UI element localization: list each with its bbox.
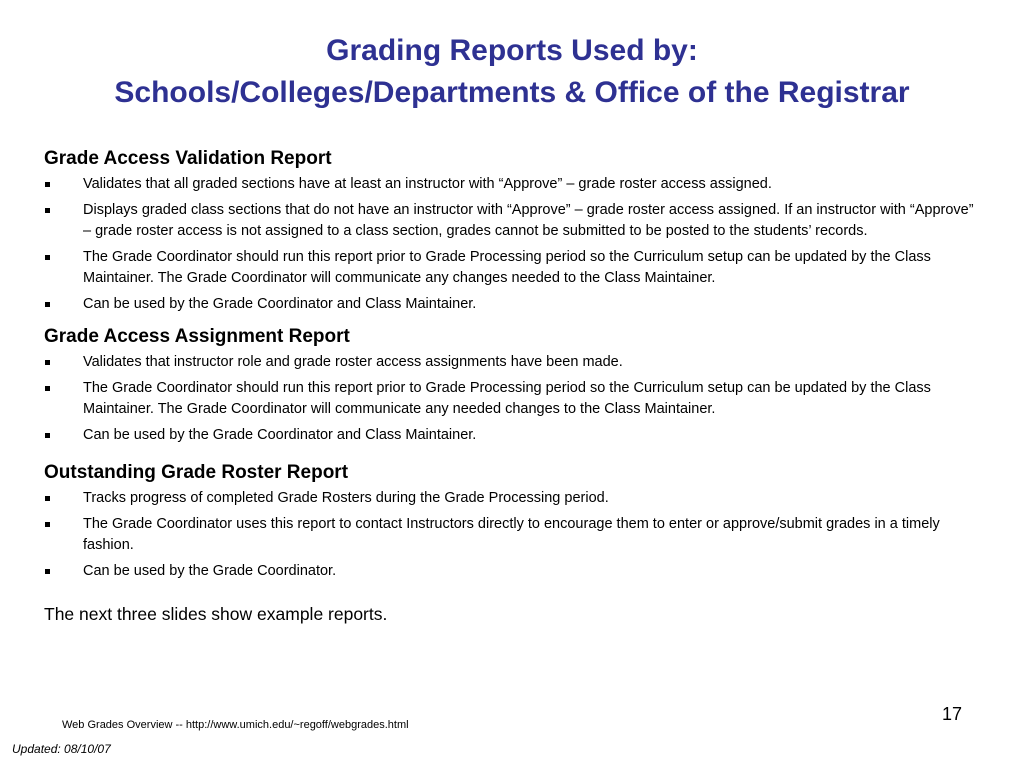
section-heading: Outstanding Grade Roster Report — [44, 462, 349, 483]
bullet-list — [44, 174, 984, 315]
bullet-item — [44, 352, 984, 374]
bullet-text: The Grade Coordinator should run this report prior to Grade Processing period so the Curriculum setup can be updated by the Class Maintainer. The Grade Coordinator will communicate any needed changes to the Class Maintainer. — [83, 379, 931, 417]
section-heading: Grade Access Validation Report — [44, 148, 332, 169]
slide-title-line-1: Grading Reports Used by: — [326, 34, 698, 67]
bullet-text: Displays graded class sections that do not have an instructor with “Approve” – grade roster access assigned. If an instructor with “Approve” – grade roster access is not assigned to a class section, grades cannot be submitted to be posted to the students’ records. — [83, 201, 974, 239]
bullet-text: The Grade Coordinator should run this report prior to Grade Processing period so the Curriculum setup can be updated by the Class Maintainer. The Grade Coordinator will communicate any changes needed to the Class Maintainer. — [83, 248, 931, 286]
square-bullet-icon — [45, 496, 50, 501]
closing-note: The next three slides show example reports. — [44, 604, 388, 624]
bullet-item — [44, 561, 984, 583]
bullet-item — [44, 378, 984, 421]
bullet-text: The Grade Coordinator uses this report to contact Instructors directly to encourage them to enter or approve/submit grades in a timely fashion. — [83, 515, 940, 553]
bullet-list — [44, 352, 984, 446]
bullet-item — [44, 174, 984, 196]
bullet-item — [44, 200, 984, 243]
square-bullet-icon — [45, 182, 50, 187]
bullet-text: Can be used by the Grade Coordinator. — [83, 562, 337, 579]
page-number: 17 — [941, 704, 962, 724]
bullet-item — [44, 488, 984, 510]
slide-title — [0, 30, 1024, 114]
square-bullet-icon — [45, 302, 50, 307]
bullet-text: Tracks progress of completed Grade Rosters during the Grade Processing period. — [83, 490, 609, 506]
bullet-text: Validates that instructor role and grade roster access assignments have been made. — [83, 354, 623, 370]
report-section — [44, 146, 984, 315]
report-sections — [44, 146, 984, 582]
bullet-item — [44, 514, 984, 557]
bullet-item — [44, 294, 984, 316]
section-heading: Grade Access Assignment Report — [44, 326, 350, 347]
report-section — [44, 460, 984, 582]
bullet-item — [44, 425, 984, 447]
slide-title-line-2: Schools/Colleges/Departments & Office of the Registrar — [114, 76, 910, 109]
square-bullet-icon — [45, 522, 50, 527]
square-bullet-icon — [45, 360, 50, 365]
bullet-text: Can be used by the Grade Coordinator and Class Maintainer. — [83, 426, 477, 443]
square-bullet-icon — [45, 569, 50, 574]
bullet-item — [44, 247, 984, 290]
square-bullet-icon — [45, 208, 50, 213]
bullet-text: Validates that all graded sections have at least an instructor with “Approve” – grade roster access assigned. — [83, 176, 772, 192]
square-bullet-icon — [45, 433, 50, 438]
updated-date: Updated: 08/10/07 — [12, 742, 111, 756]
square-bullet-icon — [45, 255, 50, 260]
bullet-list — [44, 488, 984, 582]
report-section — [44, 324, 984, 446]
footer-source: Web Grades Overview -- http://www.umich.edu/~regoff/webgrades.html — [62, 719, 409, 731]
slide-content — [44, 146, 984, 626]
square-bullet-icon — [45, 386, 50, 391]
bullet-text: Can be used by the Grade Coordinator and Class Maintainer. — [83, 295, 477, 312]
